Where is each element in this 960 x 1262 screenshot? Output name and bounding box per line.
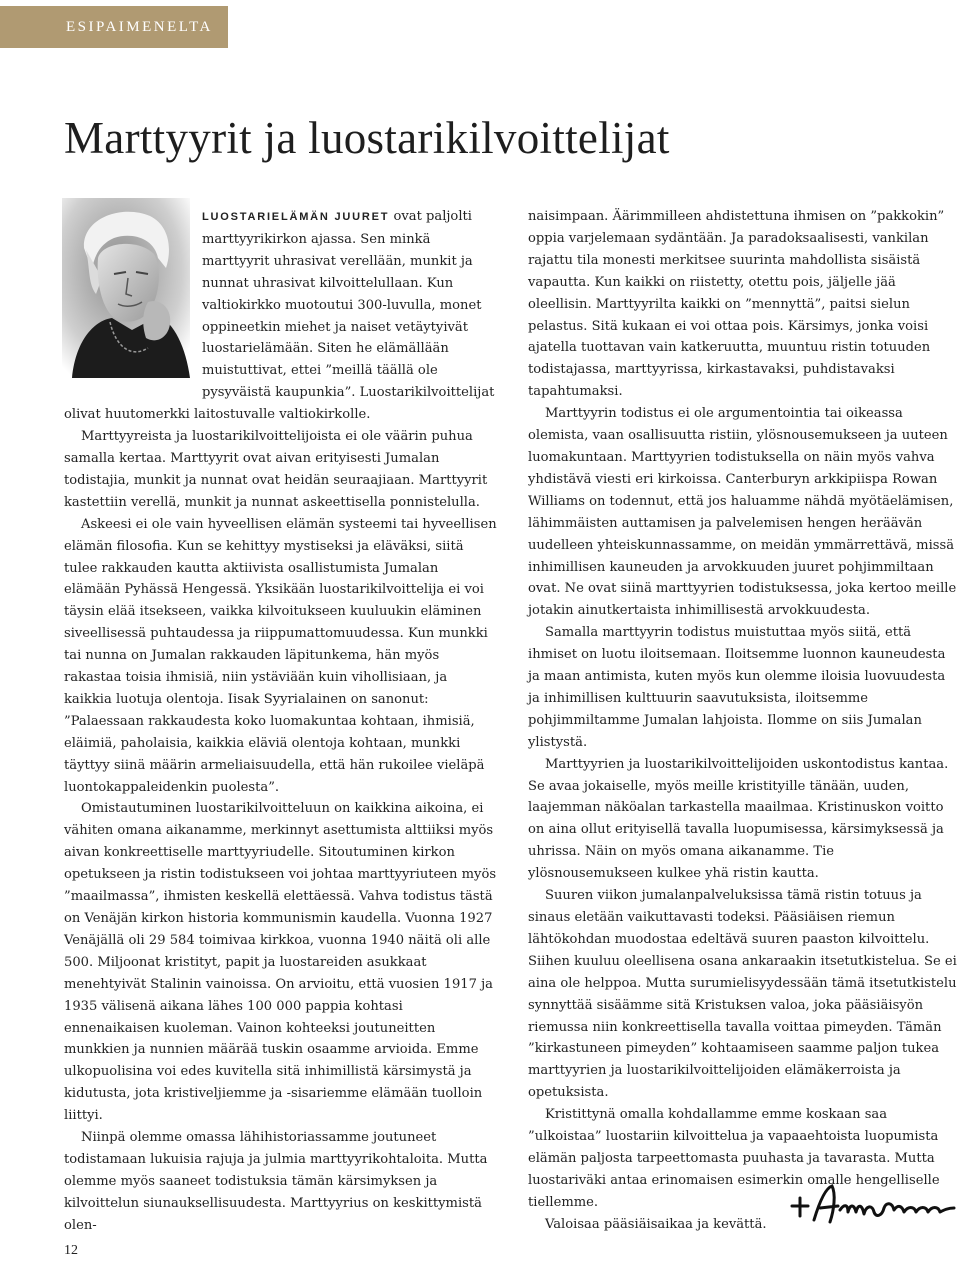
section-tag: ESIPAIMENELTA: [0, 6, 228, 48]
photo-wrap-space: [64, 206, 202, 402]
body-paragraph: Marttyyrien ja luostarikilvoittelijoiden uskontodistus kantaa. Se avaa jokaiselle, myös meille kristityille tänään, uuden, laajemman näköalan tarkastella maailmaa. Kristinuskon voitto on aina ollut erityisellä tavalla luopumisessa, kärsimyksessä ja uhrissa. Näin on myös omana aikanamme. Tie ylösnousemukseen kulkee yhä ristin kautta.: [528, 756, 949, 882]
signature-image: [786, 1180, 958, 1228]
right-column: [528, 206, 958, 1236]
body-paragraph: Niinpä olemme omassa lähihistoriassamme joutuneet todistamaan lukuisia rajuja ja julmia marttyyrikohtaloita. Mutta olemme myös saaneet todistuksia tämän kärsimyksen ja kilvoittelun siunauksellisuudesta. Marttyyrius on keskittymistä olen-: [64, 1130, 488, 1233]
lead-caps: LUOSTARIELÄMÄN JUURET: [202, 211, 390, 223]
closing-greeting: Valoisaa pääsiäisaikaa ja kevättä.: [545, 1216, 767, 1232]
body-paragraph: Omistautuminen luostarikilvoitteluun on kaikkina aikoina, ei vähiten omana aikanamme, merkinnyt asettumista alttiiksi myös aivan konkreettiselle marttyyriudelle. Sitoutuminen kirkon opetukseen ja ristin todistukseen voi johtaa marttyyriuteen myös ”maailmassa”, ihmisten keskellä elettäessä. Vahva todistus tästä on Venäjän kirkon historia kommunismin kaudella. Vuonna 1927 Venäjällä oli 29 584 toimivaa kirkkoa, vuonna 1940 näitä oli alle 500. Miljoonat kristityt, papit ja luostareiden asukkaat menehtyivät Stalinin vainoissa. On arvioitu, että vuosien 1917 ja 1935 välisenä aikana lähes 100 000 pappia kohtasi ennenaikaisen kuoleman. Vainon kohteeksi joutuneitten munkkien ja nunnien määrää tuskin osaamme arvioida. Emme ulkopuolisina voi edes kuvitella sitä inhimillistä kärsimystä ja kidutusta, jota kristiveljiemme ja -sisariemme elämään tuolloin liittyi.: [64, 801, 497, 1124]
body-paragraph: Marttyyrin todistus ei ole argumentointia tai oikeassa olemista, vaan osallisuutta ristiin, ylösnousemukseen ja uuteen luomakuntaan. Marttyyrien todistuksella on näin myös vahva yhdistävä viesti eri kirkoissa. Canterburyn arkkipiispa Rowan Williams on todennut, että jos haluamme nähdä myötäelämisen, lähimmäisten auttamisen ja palvelemisen hengen heräävän uudelleen yhteiskunnassamme, on meidän ymmärrettävä, missä inhimillisen kauneuden ja arvokkuuden juuret pohjimmiltaan ovat. Ne ovat siinä marttyyrien todistuksessa, joka kertoo meille jotakin ainutkertaista inhimillisestä arvokkuudesta.: [528, 406, 957, 619]
lead-text: ovat paljolti marttyyrikirkon ajassa. Sen minkä marttyyrit uhrasivat verellään, munkit ja nunnat uhrasivat kilvoittelullaan. Kun valtiokirkko muotoutui 300-luvulla, monet oppineetkin miehet ja naiset vetäytyivät luostarielämään. Siten he elämällään muistuttivat, ettei ”meillä täällä ole pysyväistä kaupunkia”. Luostarikilvoittelijat olivat huutomerkki laitostuvalle valtiokirkolle.: [64, 209, 495, 423]
page-number: 12: [64, 1243, 78, 1258]
body-paragraph: Kristittynä omalla kohdallamme emme koskaan saa ”ulkoistaa” luostariin kilvoittelua ja vapaaehtoista luopumista elämän paljosta tarpeettomasta puuhasta ja tavarasta. Mutta luostariväki antaa erinomaisen esimerkin omalle hengelliselle tiellemme.: [528, 1107, 940, 1210]
body-paragraph: Samalla marttyyrin todistus muistuttaa myös siitä, että ihmiset on luotu iloitsemaan. Iloitsemme luonnon kauneudesta ja maan antimista, kuten myös kun olemme iloisia luovuudesta ja inhimillisen kulttuurin saavutuksista, iloitsemme pohjimmiltamme Jumalan lahjoista. Ilomme on siis Jumalan ylistystä.: [528, 625, 946, 750]
body-paragraph: Askeesi ei ole vain hyveellisen elämän systeemi tai hyveellisen elämän filosofia. Kun se kehittyy mystiseksi ja eläväksi, siitä tulee rakkauden kautta aktiivista osallistumista Jumalan elämään Pyhässä Hengessä. Yksikään luostarikilvoittelija ei voi täysin elää itsekseen, vaikka kilvoitukseen kuuluukin eläminen siveellisessä puhtaudessa ja riippumattomuudessa. Kun munkki tai nunna on Jumalan rakkauden läpitunkema, hän myös rakastaa toisia ihmisiä, niin ystäviään kuin vihollisiaan, ja kaikkia luotuja olentoja. Iisak Syyrialainen on sanonut: ”Palaessaan rakkaudesta koko luomakuntaa kohtaan, ihmisiä, eläimiä, paholaisia, kaikkia eläviä olentoja kohtaan, munkki täyttyy siinä määrin armeliaisuudella, että hän rukoilee vieläpä luontokappaleidenkin puolesta”.: [64, 516, 497, 795]
body-paragraph: Suuren viikon jumalanpalveluksissa tämä ristin totuus ja sinaus eletään vaikuttavasti todeksi. Pääsiäisen riemun lähtökohdan muodostaa edeltävä suuren paaston kilvoittelu. Siihen kuuluu oleellisena osana ankaraakin itsetutkistelua. Se ei aina ole helppoa. Mutta surumielisyydessään tämä itsetutkistelu synnyttää sisäämme sitä Kristuksen valoa, joka pääsiäisyön riemussa niin konkreettisella tavalla voittaa pimeyden. Tämän ”kirkastuneen pimeyden” kohtaamiseen saamme paljon tukea marttyyrien ja luostarikilvoittelijoiden elämäkerroista ja opetuksista.: [528, 888, 957, 1101]
article-title: Marttyyrit ja luostarikilvoittelijat: [64, 113, 670, 163]
continuation-paragraph: naisimpaan. Äärimmilleen ahdistettuna ihmisen on ”pakkokin” oppia varjelemaan sydäntään. Ja paradoksaalisesti, vankilan rajattu tila monesti merkitsee suurinta mahdollista sisäistä vapautta. Kun kaikki on riistetty, otettu pois, jäljelle jää oleellisin. Marttyyrilta kaikki on ”mennyttä”, paitsi sielun pelastus. Sitä kukaan ei voi ottaa pois. Kärsimys, jonka voisi ajatella tuottavan vain katkeruutta, muuntuu ristin totuuden todistajassa, marttyyrissa, kirkastavaksi, puhdistavaksi tapahtumaksi.: [528, 209, 945, 400]
left-column: [64, 206, 497, 1237]
body-paragraph: Marttyyreista ja luostarikilvoittelijoista ei ole väärin puhua samalla kertaa. Marttyyrit ovat aivan erityisesti Jumalan todistajia, munkit ja nunnat ovat heidän seuraajiaan. Marttyyrit kastettiin verellä, munkit ja nunnat askeettisella ponnistelulla.: [64, 429, 488, 510]
